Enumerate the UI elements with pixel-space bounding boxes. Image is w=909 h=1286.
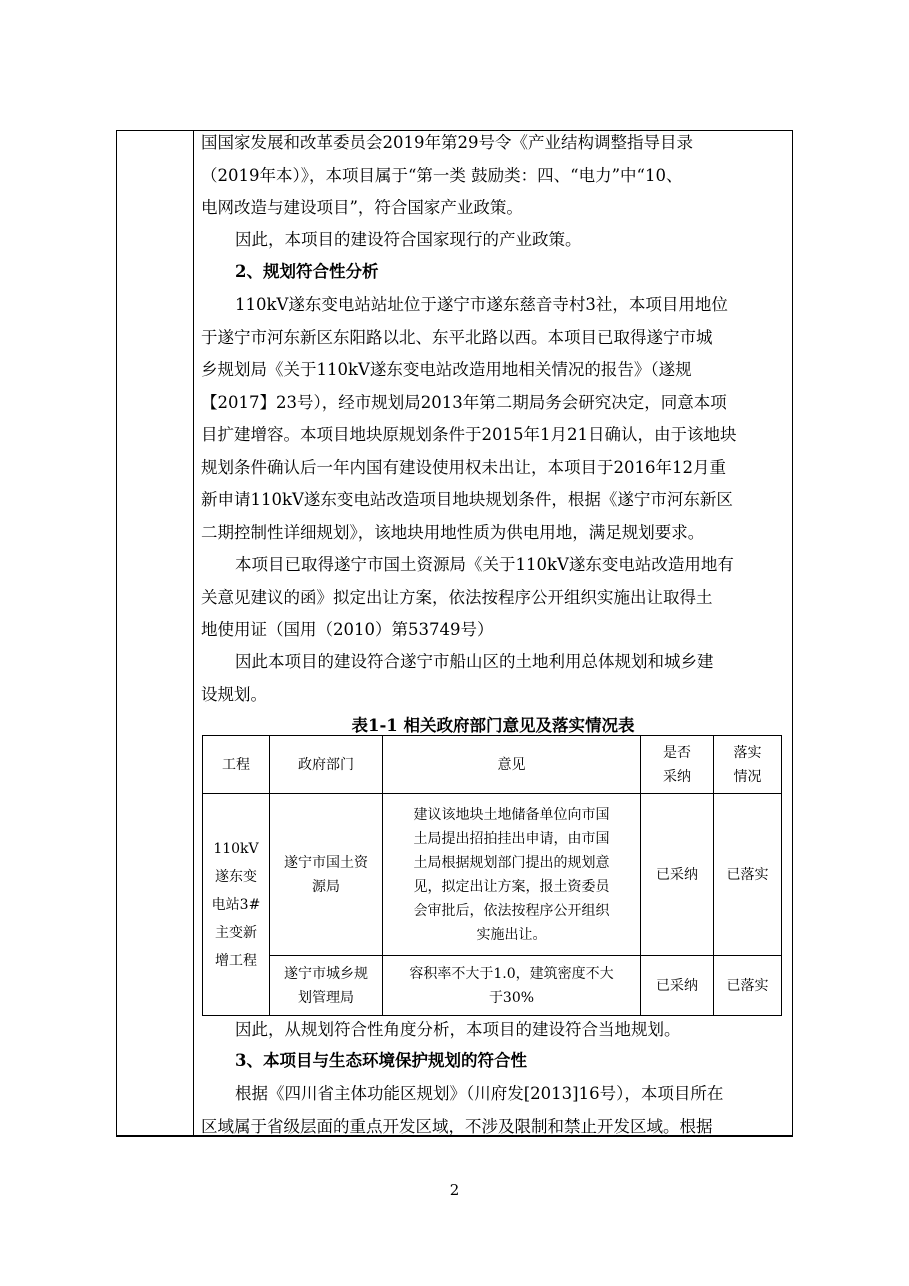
opinion-line: 实施出让。 [476, 926, 547, 943]
paragraph-site-planning [201, 289, 785, 549]
opinion-line: 容积率不大于1.0，建筑密度不大 [409, 965, 614, 982]
table-row [203, 956, 782, 1016]
text-line: 因此，本项目的建设符合国家现行的产业政策。 [235, 230, 582, 249]
cell-implemented: 已落实 [714, 956, 782, 1016]
text-line: 根据《四川省主体功能区规划》（川府发[2013]16号），本项目所在 [235, 1084, 724, 1103]
text-line: 110kV遂东变电站站址位于遂宁市遂东慈音寺村3社，本项目用地位 [235, 295, 728, 314]
paragraph-functional-zone [201, 1078, 785, 1143]
text-line: 关意见建议的函》拟定出让方案，依法按程序公开组织实施出让取得土 [201, 587, 713, 607]
section-heading-ecology [201, 1045, 785, 1078]
project-line: 遂东变 [215, 868, 257, 885]
department-line: 遂宁市国土资 [284, 854, 368, 871]
project-line: 110kV [213, 840, 259, 857]
paragraph-land-resources [201, 549, 785, 647]
department-line: 划管理局 [298, 989, 354, 1006]
text-line: 二期控制性详细规划》，该地块用地性质为供电用地，满足规划要求。 [201, 522, 705, 542]
header-department: 政府部门 [270, 736, 383, 794]
text-line: 国国家发展和改革委员会2019年第29号令《产业结构调整指导目录 [201, 133, 693, 152]
table-header-row [203, 736, 782, 794]
header-implemented-line: 落实 [733, 744, 762, 761]
table-title: 表1-1 相关政府部门意见及落实情况表 [351, 716, 635, 735]
cell-department [270, 794, 383, 956]
page-number: 2 [449, 1181, 460, 1199]
project-line: 增工程 [215, 952, 257, 969]
text-line: 规划条件确认后一年内国有建设使用权未出让，本项目于2016年12月重 [201, 457, 726, 477]
heading-text: 2、规划符合性分析 [235, 262, 379, 281]
opinion-line: 土局根据规划部门提出的规划意 [413, 854, 610, 871]
cell-opinion [383, 794, 641, 956]
section-heading-planning [201, 256, 785, 289]
header-adopted [641, 736, 714, 794]
cell-opinion [383, 956, 641, 1016]
cell-project [203, 794, 270, 1016]
header-implemented [714, 736, 782, 794]
opinion-line: 于30% [488, 989, 535, 1006]
project-line: 电站3# [211, 896, 261, 913]
cell-adopted: 已采纳 [641, 956, 714, 1016]
paragraph-land-conclusion [201, 646, 785, 711]
text-line: 本项目已取得遂宁市国土资源局《关于110kV遂东变电站改造用地有 [235, 555, 734, 574]
project-line: 主变新 [215, 924, 257, 941]
header-adopted-line: 采纳 [663, 768, 691, 785]
cell-adopted: 已采纳 [641, 794, 714, 956]
policy-opinion-table [202, 735, 782, 1016]
table-row [203, 794, 782, 956]
text-line: 新申请110kV遂东变电站改造项目地块规划条件，根据《遂宁市河东新区 [201, 490, 733, 509]
opinion-line: 见，拟定出让方案，报土资委员 [413, 878, 610, 895]
header-implemented-line: 情况 [733, 768, 762, 785]
paragraph-policy-conclusion [201, 224, 785, 257]
paragraph-planning-conclusion [201, 1014, 785, 1047]
cell-implemented: 已落实 [714, 794, 782, 956]
cell-department [270, 956, 383, 1016]
text-line: 因此，从规划符合性角度分析，本项目的建设符合当地规划。 [235, 1020, 681, 1039]
text-line: 地使用证（国用（2010）第53749号） [201, 620, 494, 639]
text-line: 乡规划局《关于110kV遂东变电站改造用地相关情况的报告》（遂规 [201, 360, 692, 379]
text-line: 【2017】23号），经市规划局2013年第二期局务会研究决定，同意本项 [201, 392, 727, 412]
opinion-line: 土局提出招拍挂出申请，由市国 [413, 830, 610, 847]
text-line: 目扩建增容。本项目地块原规划条件于2015年1月21日确认，由于该地块 [201, 425, 737, 444]
text-line: 设规划。 [201, 684, 267, 704]
department-line: 遂宁市城乡规 [284, 965, 368, 982]
column-divider [193, 130, 194, 1137]
paragraph-industry-policy [201, 127, 785, 225]
opinion-line: 建议该地块土地储备单位向市国 [413, 806, 610, 823]
text-line: （2019年本）》，本项目属于“第一类 鼓励类：四、“电力”中“10、 [201, 165, 683, 185]
text-line: 电网改造与建设项目”，符合国家产业政策。 [201, 198, 523, 217]
text-line: 区域属于省级层面的重点开发区域，不涉及限制和禁止开发区域。根据 [201, 1116, 713, 1136]
header-opinion: 意见 [383, 736, 641, 794]
header-project: 工程 [203, 736, 270, 794]
department-line: 源局 [312, 878, 340, 895]
header-adopted-line: 是否 [663, 744, 691, 761]
heading-text: 3、本项目与生态环境保护规划的符合性 [235, 1051, 527, 1070]
opinion-line: 会审批后，依法按程序公开组织 [413, 902, 610, 919]
text-line: 于遂宁市河东新区东阳路以北、东平北路以西。本项目已取得遂宁市城 [201, 327, 713, 347]
text-line: 因此本项目的建设符合遂宁市船山区的土地利用总体规划和城乡建 [235, 652, 714, 671]
